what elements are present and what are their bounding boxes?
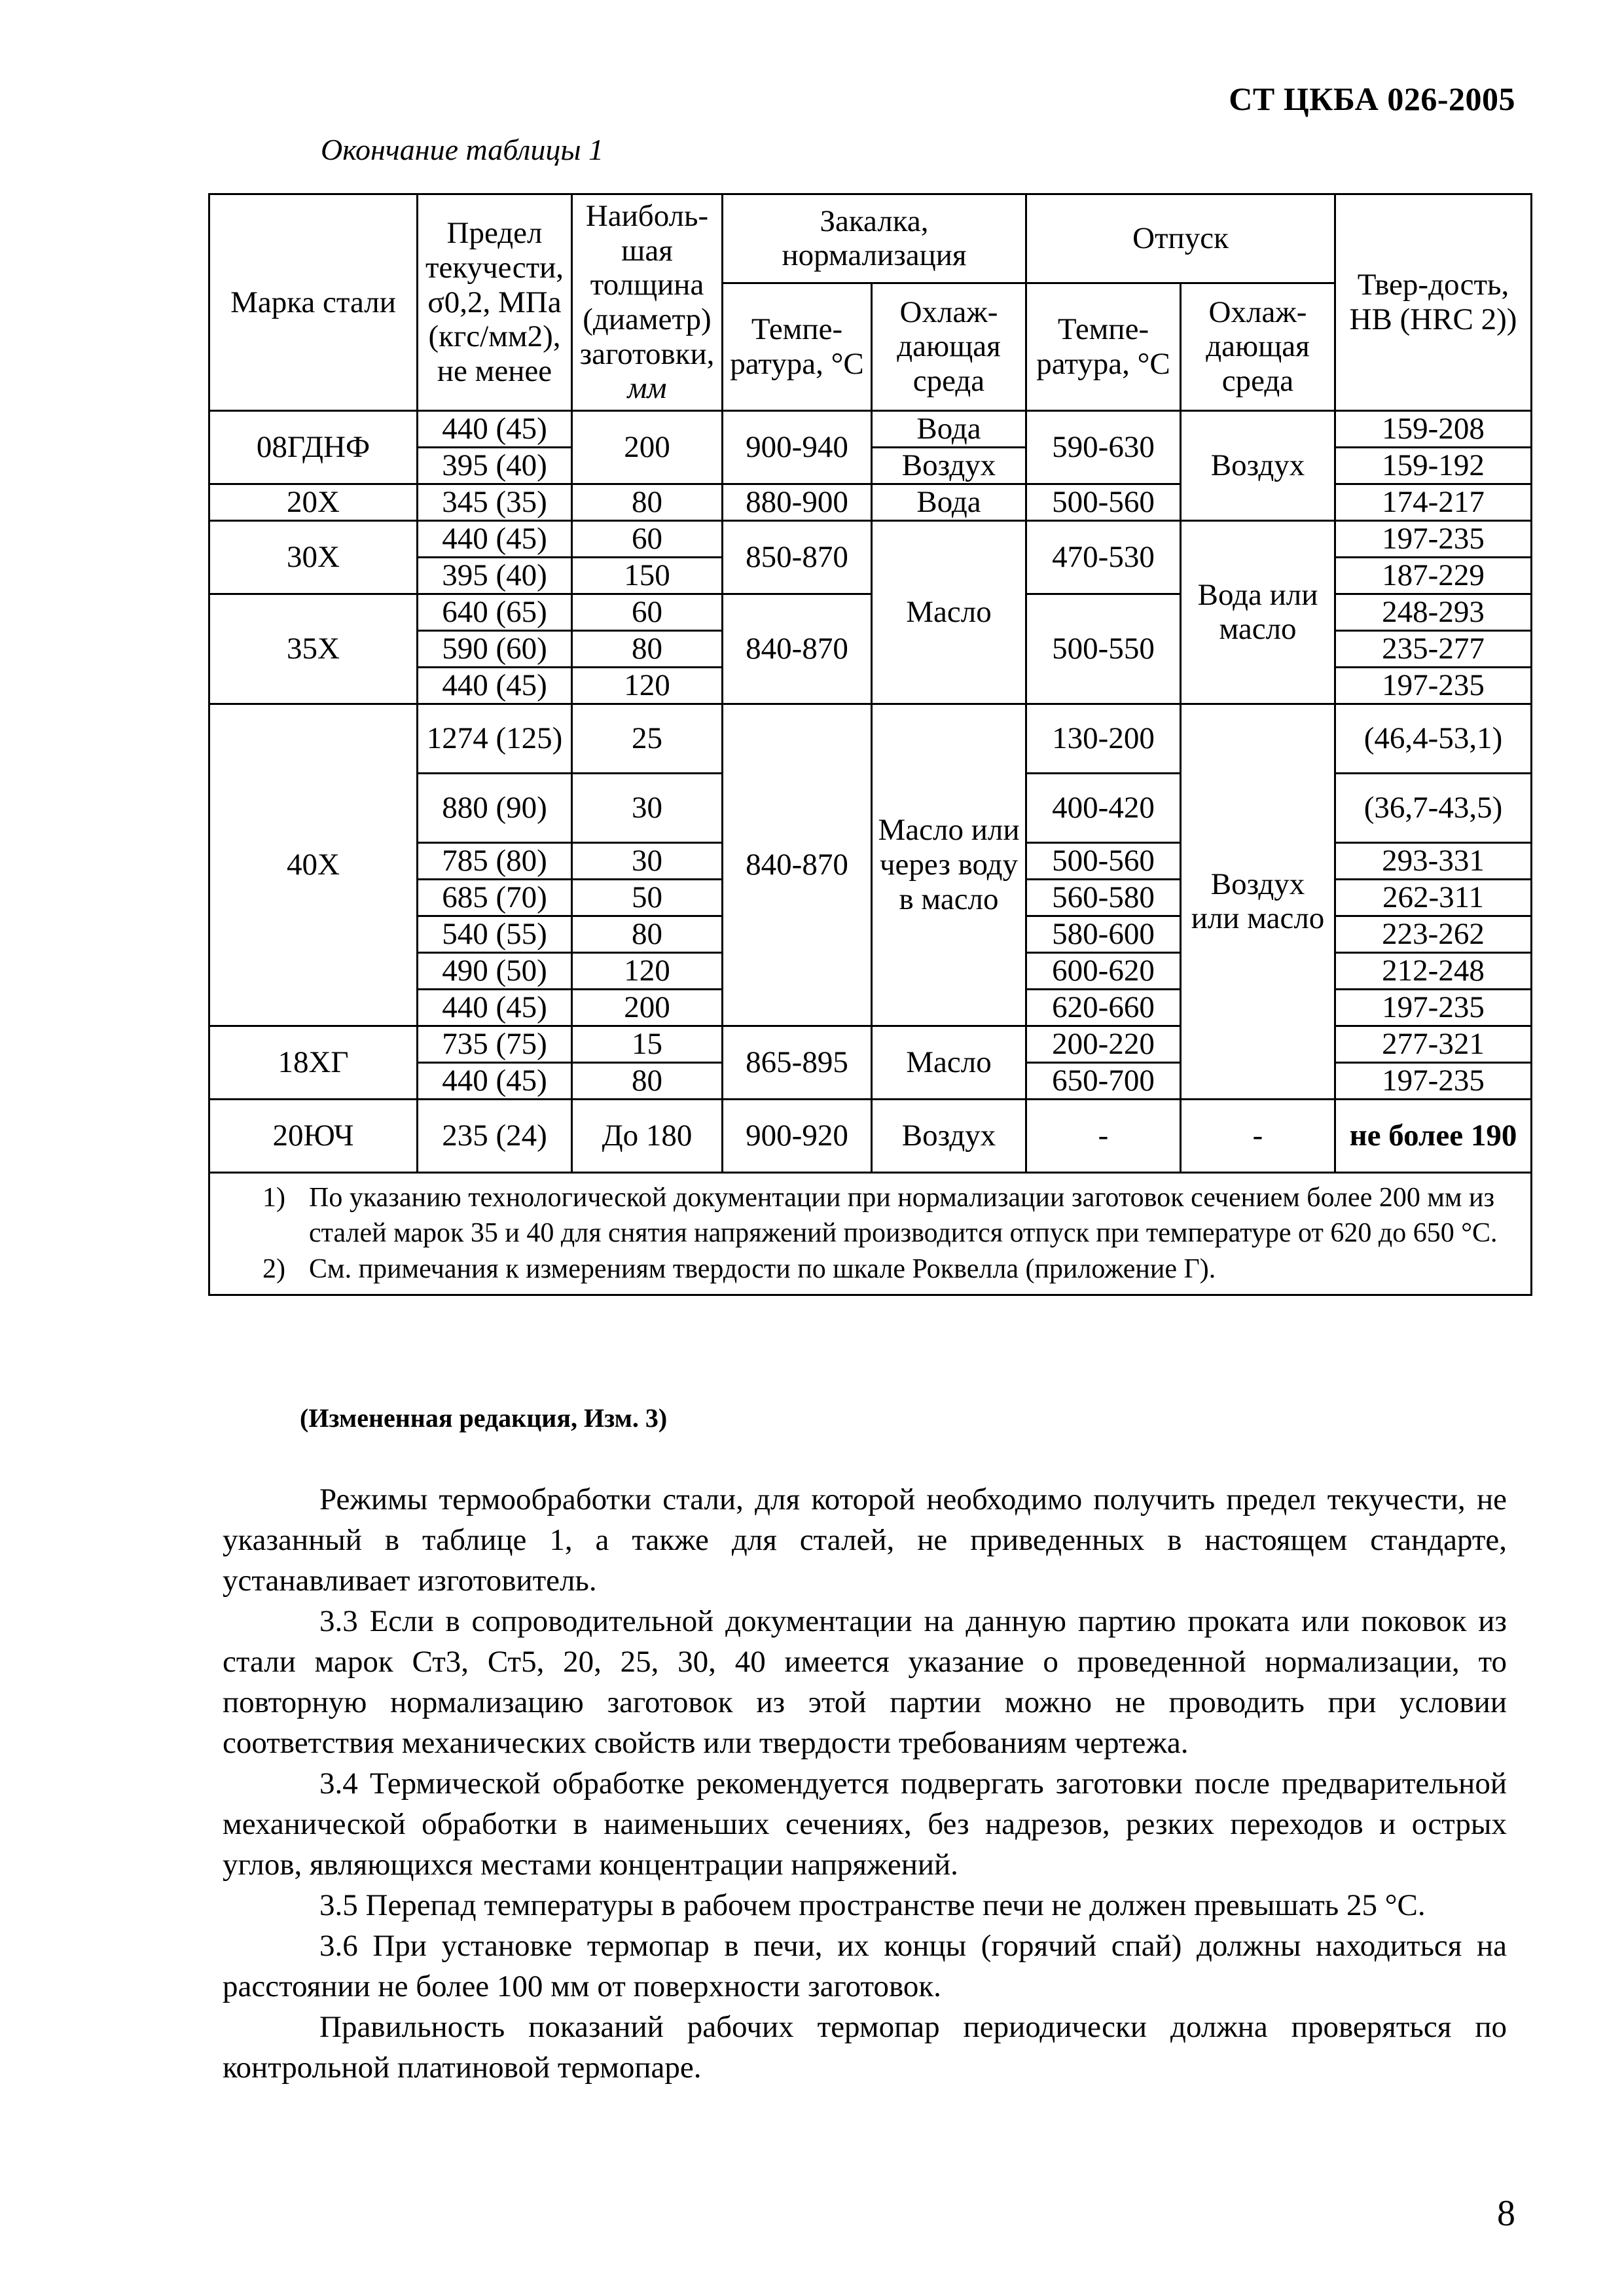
table-row xyxy=(209,704,1532,773)
quench-temp-cell: 900-920 xyxy=(723,1099,872,1172)
header-yield-line: Предел xyxy=(446,216,543,251)
header-temper-temperature: Темпе-ратура, °С xyxy=(1026,283,1181,410)
thickness-cell: 120 xyxy=(572,667,723,704)
header-thickness-line: Наиболь- xyxy=(585,199,709,233)
temper-medium-cell: Вода или масло xyxy=(1181,520,1335,704)
header-yield-line: не менее xyxy=(437,353,552,388)
temper-medium-cell: Воздух xyxy=(1181,410,1335,520)
hardness-cell: 159-208 xyxy=(1335,410,1532,447)
quench-medium-cell: Вода xyxy=(872,410,1026,447)
header-temper-group: Отпуск xyxy=(1026,194,1335,283)
hardness-cell: 248-293 xyxy=(1335,594,1532,630)
thickness-cell: 150 xyxy=(572,557,723,594)
yield-cell: 440 (45) xyxy=(418,1062,572,1099)
yield-cell: 395 (40) xyxy=(418,447,572,484)
grade-cell: 40Х xyxy=(209,704,418,1026)
header-thickness-line: (диаметр) xyxy=(583,302,712,336)
hardness-cell: 277-321 xyxy=(1335,1026,1532,1062)
thickness-cell: 60 xyxy=(572,594,723,630)
document-code: СТ ЦКБА 026-2005 xyxy=(1229,81,1515,117)
temper-temp-cell: 620-660 xyxy=(1026,989,1181,1026)
thickness-cell: 120 xyxy=(572,952,723,989)
temper-temp-cell: 130-200 xyxy=(1026,704,1181,773)
hardness-cell: 197-235 xyxy=(1335,1062,1532,1099)
hardness-cell: 159-192 xyxy=(1335,447,1532,484)
yield-cell: 440 (45) xyxy=(418,520,572,557)
footnote xyxy=(223,1180,1517,1251)
temper-temp-cell: 400-420 xyxy=(1026,773,1181,842)
hardness-cell: не более 190 xyxy=(1335,1099,1532,1172)
grade-cell: 30Х xyxy=(209,520,418,594)
paragraph: 3.5 Перепад температуры в рабочем пространстве печи не должен превышать 25 °С. xyxy=(319,1888,1426,1922)
thickness-cell: 200 xyxy=(572,989,723,1026)
temper-temp-cell: 500-560 xyxy=(1026,484,1181,520)
grade-cell: 35Х xyxy=(209,594,418,704)
header-quench-group: Закалка, нормализация xyxy=(723,194,1026,283)
header-thickness-line: толщина xyxy=(590,268,704,302)
hardness-cell: 187-229 xyxy=(1335,557,1532,594)
hardness-cell: 197-235 xyxy=(1335,520,1532,557)
yield-cell: 640 (65) xyxy=(418,594,572,630)
thickness-cell: 80 xyxy=(572,484,723,520)
header-grade: Марка стали xyxy=(209,194,418,411)
quench-medium-cell: Воздух xyxy=(872,1099,1026,1172)
grade-cell: 08ГДНФ xyxy=(209,410,418,484)
grade-cell: 20ЮЧ xyxy=(209,1099,418,1172)
notes-row xyxy=(209,1172,1532,1295)
quench-temp-cell: 850-870 xyxy=(723,520,872,594)
table-notes xyxy=(209,1172,1532,1295)
hardness-cell: 262-311 xyxy=(1335,879,1532,916)
thickness-cell: 15 xyxy=(572,1026,723,1062)
quench-medium-cell: Масло xyxy=(872,1026,1026,1099)
header-yield-strength xyxy=(418,194,572,411)
thickness-cell: 30 xyxy=(572,842,723,879)
temper-temp-cell: 500-560 xyxy=(1026,842,1181,879)
grade-cell: 20Х xyxy=(209,484,418,520)
hardness-cell: 197-235 xyxy=(1335,667,1532,704)
temper-temp-cell: 500-550 xyxy=(1026,594,1181,704)
quench-temp-cell: 900-940 xyxy=(723,410,872,484)
thickness-cell: 25 xyxy=(572,704,723,773)
temper-medium-cell: - xyxy=(1181,1099,1335,1172)
header-yield-line: (кгс/мм2), xyxy=(428,319,561,354)
quench-medium-cell: Масло или через воду в масло xyxy=(872,704,1026,1026)
paragraph: Правильность показаний рабочих термопар периодически должна проверяться по контрольной платиновой термопаре. xyxy=(223,2010,1507,2085)
page-number: 8 xyxy=(1497,2193,1515,2234)
footnote-text: См. примечания к измерениям твердости по шкале Роквелла (приложение Г). xyxy=(309,1253,1216,1284)
header-quench-medium: Охлаж-дающая среда xyxy=(872,283,1026,410)
temper-temp-cell: 580-600 xyxy=(1026,916,1181,952)
thickness-cell: 60 xyxy=(572,520,723,557)
temper-temp-cell: 600-620 xyxy=(1026,952,1181,989)
quench-medium-cell: Масло xyxy=(872,520,1026,704)
yield-cell: 880 (90) xyxy=(418,773,572,842)
thickness-cell: 80 xyxy=(572,630,723,667)
hardness-cell: 212-248 xyxy=(1335,952,1532,989)
temper-temp-cell: 590-630 xyxy=(1026,410,1181,484)
quench-temp-cell: 840-870 xyxy=(723,704,872,1026)
temper-temp-cell: 470-530 xyxy=(1026,520,1181,594)
yield-cell: 735 (75) xyxy=(418,1026,572,1062)
hardness-cell: 197-235 xyxy=(1335,989,1532,1026)
hardness-cell: 293-331 xyxy=(1335,842,1532,879)
header-thickness-line: заготовки, xyxy=(579,336,715,371)
yield-cell: 685 (70) xyxy=(418,879,572,916)
hardness-cell: 235-277 xyxy=(1335,630,1532,667)
yield-cell: 440 (45) xyxy=(418,410,572,447)
footnote-text: По указанию технологической документации при нормализации заготовок сечением более 200 мм из сталей марок 35 и 40 для снятия напряжений производится отпуск при температуре от 620 до 650 °С. xyxy=(309,1182,1498,1249)
thickness-cell: 200 xyxy=(572,410,723,484)
header-quench-temperature: Темпе-ратура, °С xyxy=(723,283,872,410)
yield-cell: 440 (45) xyxy=(418,989,572,1026)
paragraph: 3.6 При установке термопар в печи, их концы (горячий спай) должны находиться на расстоянии не более 100 мм от поверхности заготовок. xyxy=(223,1929,1507,2003)
hardness-cell: 223-262 xyxy=(1335,916,1532,952)
yield-cell: 440 (45) xyxy=(418,667,572,704)
footnote-number: 2) xyxy=(262,1253,285,1284)
paragraph: Режимы термообработки стали, для которой необходимо получить предел текучести, не указанный в таблице 1, а также для сталей, не приведенных в настоящем стандарте, устанавливает изготовитель. xyxy=(223,1482,1507,1598)
thickness-cell: До 180 xyxy=(572,1099,723,1172)
quench-temp-cell: 840-870 xyxy=(723,594,872,704)
table-caption: Окончание таблицы 1 xyxy=(321,133,604,166)
hardness-cell: 174-217 xyxy=(1335,484,1532,520)
header-max-thickness xyxy=(572,194,723,411)
heat-treatment-table xyxy=(208,193,1532,1296)
header-thickness-line: шая xyxy=(621,233,673,268)
paragraph: 3.3 Если в сопроводительной документации на данную партию проката или поковок из стали марок Ст3, Ст5, 20, 25, 30, 40 имеется указание о проведенной нормализации, то повторную нормализацию заготовок из этой партии можно не проводить при условии соответствия механических свойств или твердости требованиям чертежа. xyxy=(223,1604,1507,1760)
thickness-cell: 80 xyxy=(572,1062,723,1099)
yield-cell: 490 (50) xyxy=(418,952,572,989)
header-yield-line: σ0,2, МПа xyxy=(427,285,562,319)
yield-cell: 785 (80) xyxy=(418,842,572,879)
thickness-cell: 80 xyxy=(572,916,723,952)
table-row xyxy=(209,520,1532,557)
table-row xyxy=(209,410,1532,447)
yield-cell: 540 (55) xyxy=(418,916,572,952)
yield-cell: 1274 (125) xyxy=(418,704,572,773)
temper-temp-cell: 560-580 xyxy=(1026,879,1181,916)
temper-medium-cell: Воздух или масло xyxy=(1181,704,1335,1099)
change-note: (Измененная редакция, Изм. 3) xyxy=(300,1403,668,1433)
thickness-cell: 30 xyxy=(572,773,723,842)
yield-cell: 395 (40) xyxy=(418,557,572,594)
temper-temp-cell: - xyxy=(1026,1099,1181,1172)
quench-medium-cell: Воздух xyxy=(872,447,1026,484)
quench-temp-cell: 880-900 xyxy=(723,484,872,520)
body-text xyxy=(223,1479,1507,2088)
footnote xyxy=(223,1251,1517,1287)
quench-temp-cell: 865-895 xyxy=(723,1026,872,1099)
quench-medium-cell: Вода xyxy=(872,484,1026,520)
thickness-cell: 50 xyxy=(572,879,723,916)
header-temper-medium: Охлаж-дающая среда xyxy=(1181,283,1335,410)
footnote-number: 1) xyxy=(262,1182,285,1213)
header-thickness-unit: мм xyxy=(627,371,667,406)
yield-cell: 590 (60) xyxy=(418,630,572,667)
table-row xyxy=(209,1099,1532,1172)
temper-temp-cell: 650-700 xyxy=(1026,1062,1181,1099)
header-hardness: Твер-дость, НВ (HRC 2)) xyxy=(1335,194,1532,411)
header-yield-line: текучести, xyxy=(425,250,564,285)
hardness-cell: (46,4-53,1) xyxy=(1335,704,1532,773)
yield-cell: 235 (24) xyxy=(418,1099,572,1172)
hardness-cell: (36,7-43,5) xyxy=(1335,773,1532,842)
temper-temp-cell: 200-220 xyxy=(1026,1026,1181,1062)
yield-cell: 345 (35) xyxy=(418,484,572,520)
grade-cell: 18ХГ xyxy=(209,1026,418,1099)
paragraph: 3.4 Термической обработке рекомендуется подвергать заготовки после предварительной механической обработки в наименьших сечениях, без надрезов, резких переходов и острых углов, являющихся местами концентрации напряжений. xyxy=(223,1767,1507,1882)
